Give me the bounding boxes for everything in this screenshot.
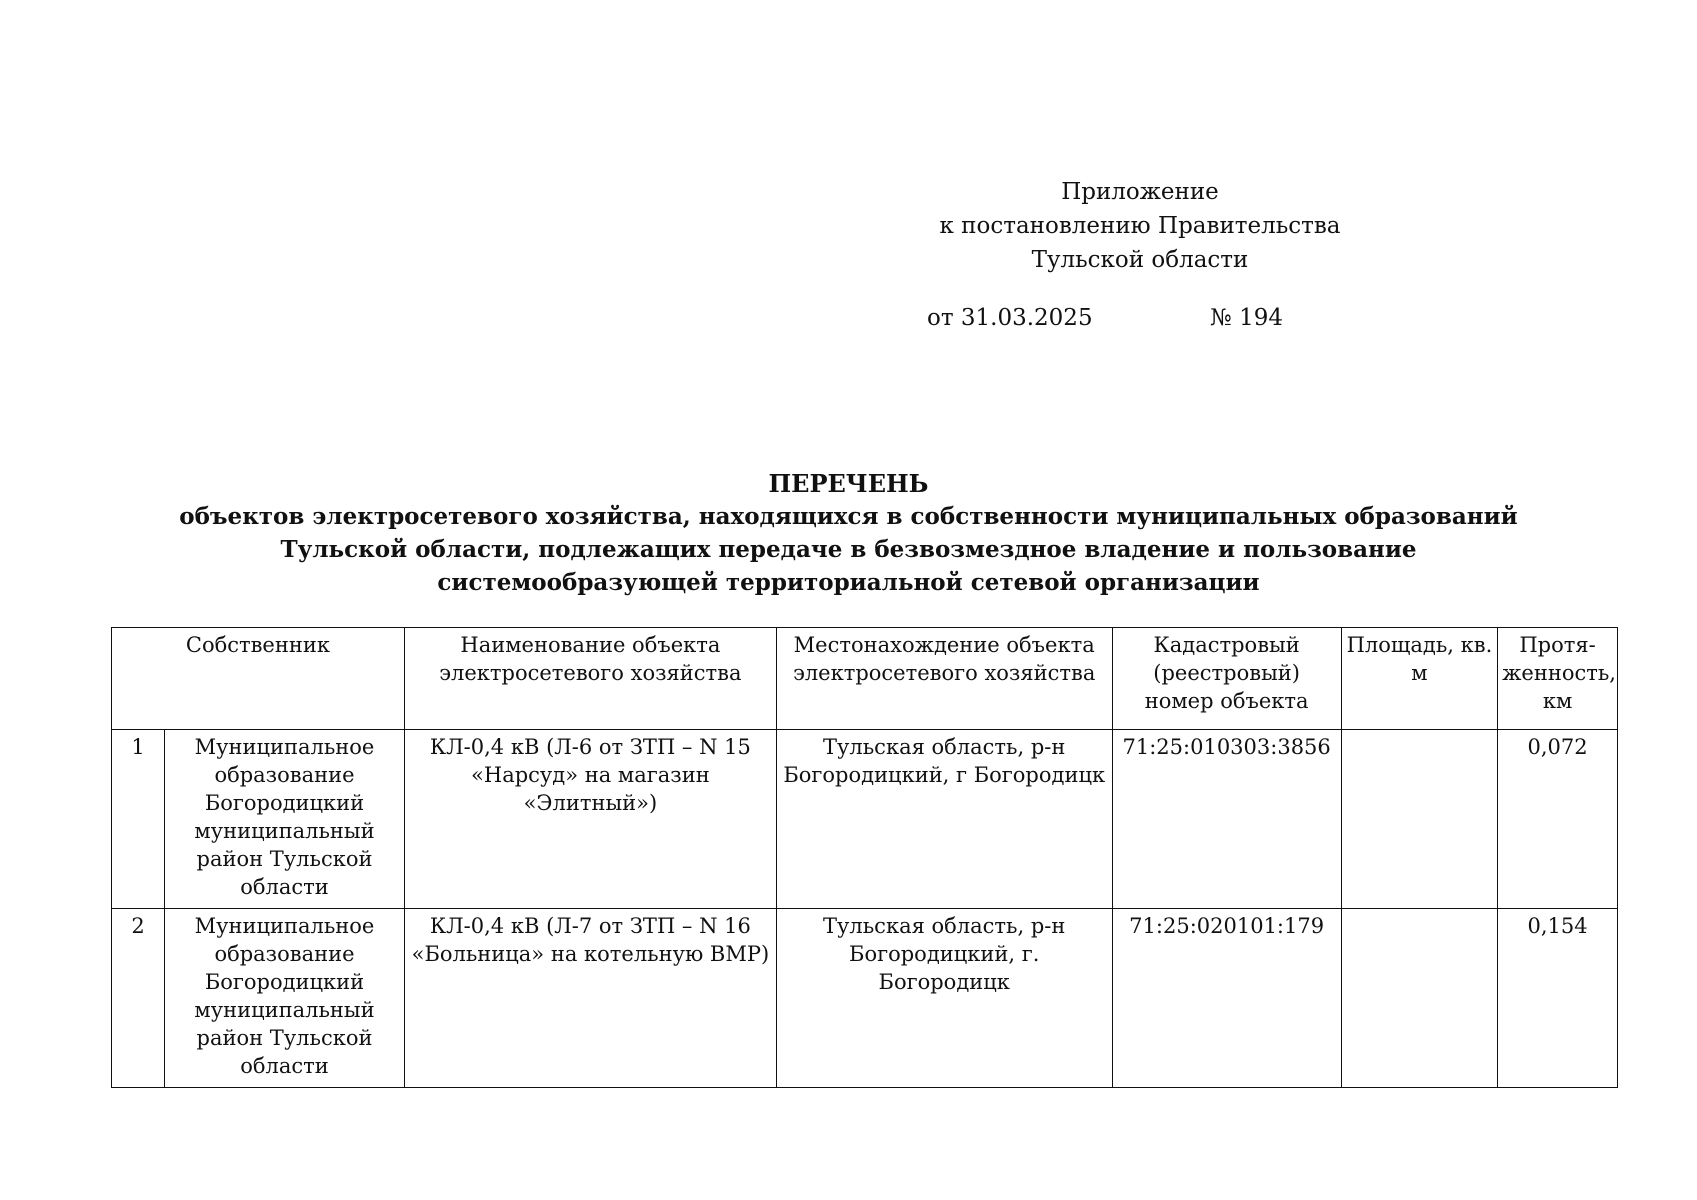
row-number: 2 [112, 909, 165, 1088]
table-row [112, 730, 1618, 909]
appendix-label: Приложение [1061, 179, 1219, 205]
title-main: ПЕРЕЧЕНЬ [768, 469, 929, 498]
row-owner: Муниципальное образование Богородицкий муниципальный район Тульской области [165, 730, 405, 909]
document-title [0, 467, 1697, 599]
appendix-decree-reference: к постановлению Правительства [939, 213, 1341, 239]
row-location: Тульская область, р-н Богородицкий, г Богородицк [776, 730, 1112, 909]
appendix-header [905, 175, 1375, 277]
decree-number: № 194 [1210, 305, 1283, 331]
row-owner: Муниципальное образование Богородицкий муниципальный район Тульской области [165, 909, 405, 1088]
header-cadastral-number: Кадастровый (реестровый) номер объекта [1112, 628, 1341, 730]
table-row [112, 909, 1618, 1088]
row-cadastral-number: 71:25:010303:3856 [1112, 730, 1341, 909]
row-area [1341, 730, 1497, 909]
row-object-name: КЛ-0,4 кВ (Л-6 от ЗТП – N 15 «Нарсуд» на магазин «Элитный») [404, 730, 776, 909]
header-area: Площадь, кв. м [1341, 628, 1497, 730]
title-line-2: Тульской области, подлежащих передаче в безвозмездное владение и пользование [280, 536, 1417, 563]
header-owner: Собственник [112, 628, 405, 730]
row-location: Тульская область, р-н Богородицкий, г. Богородицк [776, 909, 1112, 1088]
row-cadastral-number: 71:25:020101:179 [1112, 909, 1341, 1088]
title-line-3: системообразующей территориальной сетевой организации [437, 569, 1260, 596]
objects-table [111, 627, 1618, 1088]
row-number: 1 [112, 730, 165, 909]
table-header-row [112, 628, 1618, 730]
row-object-name: КЛ-0,4 кВ (Л-7 от ЗТП – N 16 «Больница» на котельную ВМР) [404, 909, 776, 1088]
appendix-region: Тульской области [1031, 247, 1249, 273]
decree-date: от 31.03.2025 [927, 305, 1093, 331]
row-length: 0,072 [1498, 730, 1618, 909]
row-length: 0,154 [1498, 909, 1618, 1088]
header-object-name: Наименование объекта электросетевого хозяйства [404, 628, 776, 730]
row-area [1341, 909, 1497, 1088]
header-location: Местонахождение объекта электросетевого хозяйства [776, 628, 1112, 730]
title-line-1: объектов электросетевого хозяйства, находящихся в собственности муниципальных образований [179, 503, 1518, 530]
header-length: Протя-женность, км [1498, 628, 1618, 730]
